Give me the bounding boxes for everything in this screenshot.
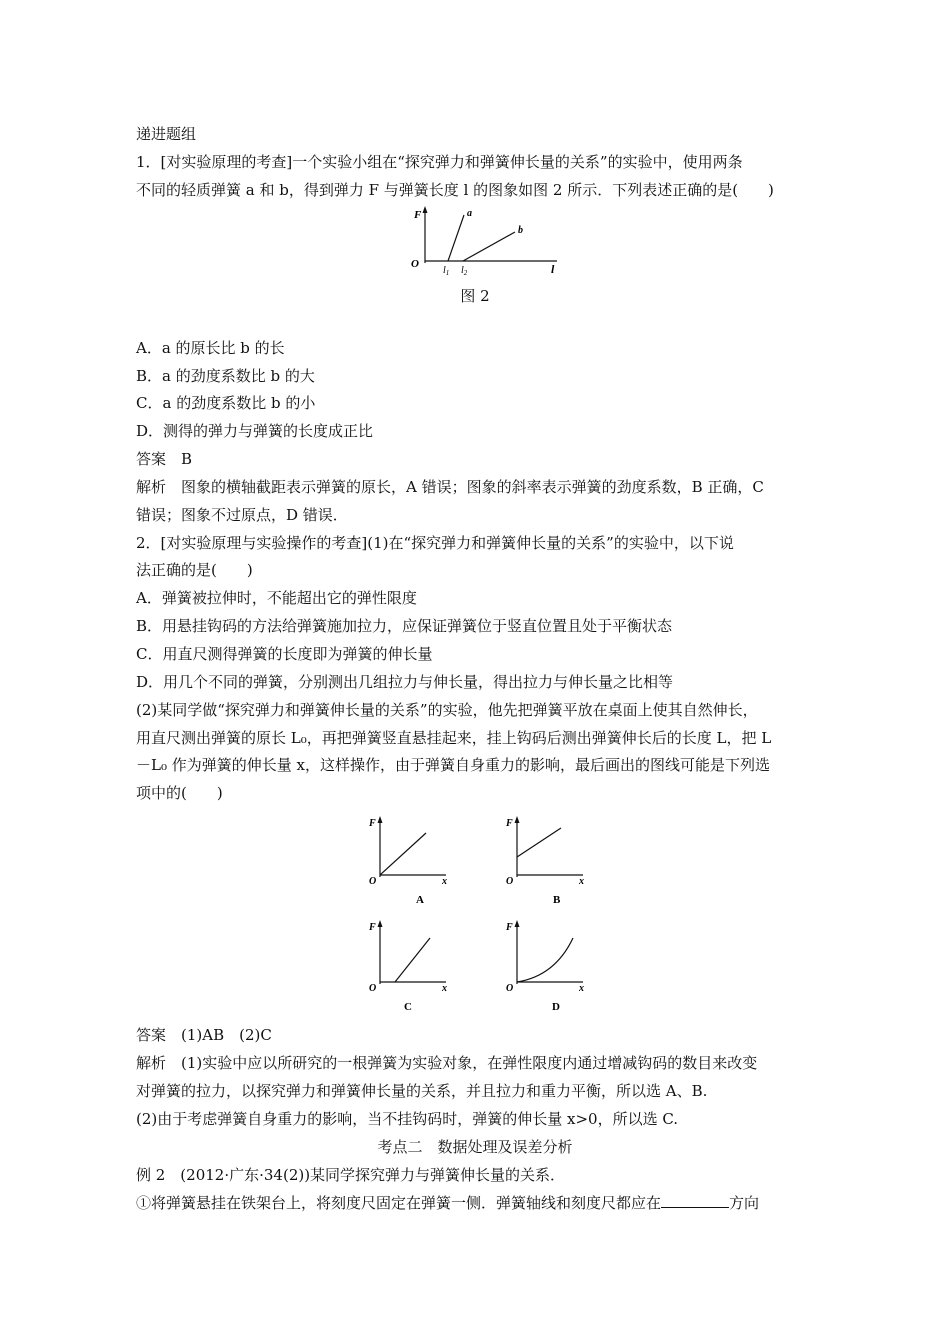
graph-option-d bbox=[503, 914, 593, 1014]
example-line-2-end: 方向 bbox=[729, 1194, 760, 1212]
figure-2-graph bbox=[405, 203, 565, 275]
example-line-2 bbox=[136, 1193, 759, 1213]
graph-b-y-arrow bbox=[515, 816, 520, 823]
q2-part2-line-2: 用直尺测出弹簧的原长 L₀，再把弹簧竖直悬挂起来，挂上钩码后测出弹簧伸长后的长度 L，把 L bbox=[136, 729, 772, 747]
graph-a-label: A bbox=[416, 894, 424, 906]
graph-c-y-label: F bbox=[369, 922, 376, 933]
graph-a-origin: O bbox=[369, 876, 377, 887]
graph-c-x-label: x bbox=[442, 983, 447, 994]
q2-option-b: B．用悬挂钩码的方法给弹簧施加拉力，应保证弹簧位于竖直位置且处于平衡状态 bbox=[136, 617, 673, 635]
graph-c-origin: O bbox=[369, 983, 377, 994]
graph-b-label: B bbox=[553, 894, 561, 906]
q1-analysis-line-2: 错误；图象不过原点，D 错误． bbox=[136, 506, 348, 524]
figure-2 bbox=[405, 203, 565, 275]
graph-c-y-arrow bbox=[378, 920, 383, 927]
section-heading: 递进题组 bbox=[136, 125, 197, 143]
graph-d-y-arrow bbox=[515, 920, 520, 927]
graph-d-curve bbox=[517, 938, 573, 982]
figure-2-line-a bbox=[448, 215, 464, 261]
q1-option-b: B．a 的劲度系数比 b 的大 bbox=[136, 367, 315, 385]
graph-d-origin: O bbox=[506, 983, 514, 994]
figure-2-tick-l2: $l_2$ bbox=[461, 265, 468, 275]
section-title: 考点二 数据处理及误差分析 bbox=[377, 1138, 573, 1156]
q1-stem-line-1: 1．[对实验原理的考查]一个实验小组在“探究弹力和弹簧伸长量的关系”的实验中，使用两条 bbox=[136, 153, 743, 171]
graph-b-line bbox=[517, 828, 561, 857]
figure-2-caption: 图 2 bbox=[460, 287, 490, 305]
q1-option-c: C．a 的劲度系数比 b 的小 bbox=[136, 394, 316, 412]
figure-2-y-label: F bbox=[414, 209, 422, 221]
figure-2-x-label: l bbox=[551, 262, 555, 275]
graph-b-x-label: x bbox=[579, 876, 584, 887]
fill-in-blank bbox=[661, 1193, 729, 1208]
q2-option-d: D．用几个不同的弹簧，分别测出几组拉力与伸长量，得出拉力与伸长量之比相等 bbox=[136, 673, 674, 691]
figure-2-y-arrow bbox=[423, 206, 428, 213]
graph-d-label: D bbox=[552, 1001, 560, 1013]
q1-analysis-line-1: 解析 图象的横轴截距表示弹簧的原长，A 错误；图象的斜率表示弹簧的劲度系数，B 正确，C bbox=[136, 478, 764, 496]
q1-option-d: D．测得的弹力与弹簧的长度成正比 bbox=[136, 422, 374, 440]
graph-a-y-label: F bbox=[369, 818, 376, 829]
graph-option-b bbox=[503, 810, 593, 910]
q2-option-c: C．用直尺测得弹簧的长度即为弹簧的伸长量 bbox=[136, 645, 433, 663]
graph-d-x-label: x bbox=[579, 983, 584, 994]
graph-c-label: C bbox=[404, 1001, 412, 1013]
graph-a-x-label: x bbox=[442, 876, 447, 887]
figure-2-tick-l1: $l_1$ bbox=[443, 265, 450, 275]
graph-c-line bbox=[395, 938, 430, 982]
graph-d-y-label: F bbox=[506, 922, 513, 933]
q1-option-a: A．a 的原长比 b 的长 bbox=[136, 339, 285, 357]
figure-2-line-b bbox=[463, 232, 515, 261]
example-line-1: 例 2 (2012·广东·34(2))某同学探究弹力与弹簧伸长量的关系． bbox=[136, 1166, 566, 1184]
q2-option-a: A．弹簧被拉伸时，不能超出它的弹性限度 bbox=[136, 589, 417, 607]
q1-answer: 答案 B bbox=[136, 450, 193, 468]
q2-analysis-line-3: (2)由于考虑弹簧自身重力的影响，当不挂钩码时，弹簧的伸长量 x>0，所以选 C. bbox=[136, 1110, 679, 1128]
graph-option-c bbox=[366, 914, 456, 1014]
q2-analysis-line-2: 对弹簧的拉力，以探究弹力和弹簧伸长量的关系，并且拉力和重力平衡，所以选 A、B. bbox=[136, 1082, 708, 1100]
q2-stem-line-2: 法正确的是( ) bbox=[136, 561, 253, 579]
example-line-2-text: ①将弹簧悬挂在铁架台上，将刻度尺固定在弹簧一侧．弹簧轴线和刻度尺都应在 bbox=[136, 1194, 662, 1212]
figure-2-label-b: b bbox=[518, 225, 523, 236]
figure-2-label-a: a bbox=[467, 208, 472, 219]
graph-a-y-arrow bbox=[378, 816, 383, 823]
q2-stem-line-1: 2．[对实验原理与实验操作的考查](1)在“探究弹力和弹簧伸长量的关系”的实验中，以下说 bbox=[136, 534, 734, 552]
q2-analysis-line-1: 解析 (1)实验中应以所研究的一根弹簧为实验对象，在弹性限度内通过增减钩码的数目来改变 bbox=[136, 1054, 758, 1072]
q1-stem-line-2: 不同的轻质弹簧 a 和 b，得到弹力 F 与弹簧长度 l 的图象如图 2 所示．下列表述正确的是( ) bbox=[136, 181, 774, 199]
graph-b-origin: O bbox=[506, 876, 514, 887]
graph-b-y-label: F bbox=[506, 818, 513, 829]
q2-part2-line-1: (2)某同学做“探究弹力和弹簧伸长量的关系”的实验，他先把弹簧平放在桌面上使其自然伸长， bbox=[136, 701, 758, 719]
q2-part2-line-4: 项中的( ) bbox=[136, 784, 223, 802]
graph-option-a bbox=[366, 810, 456, 910]
q2-part2-line-3: －L₀ 作为弹簧的伸长量 x，这样操作，由于弹簧自身重力的影响，最后画出的图线可能是下列选 bbox=[136, 756, 770, 774]
q2-answer: 答案 (1)AB (2)C bbox=[136, 1026, 272, 1044]
graph-a-line bbox=[380, 833, 426, 875]
figure-2-origin: O bbox=[411, 258, 419, 270]
